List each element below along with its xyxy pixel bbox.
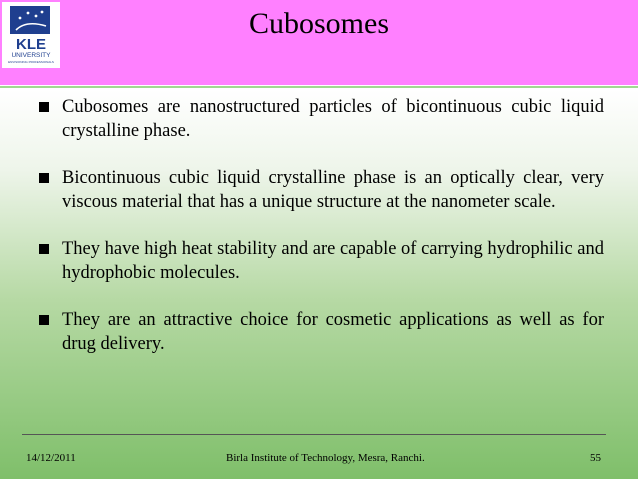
bullet-text: Cubosomes are nanostructured particles of bicontinuous cubic liquid crystalline phase. (62, 97, 604, 141)
bullet-item (42, 237, 604, 285)
bullet-text: Bicontinuous cubic liquid crystalline phase is an optically clear, very viscous material that has a unique structure at the nanometer scale. (62, 168, 604, 212)
bullet-text: They have high heat stability and are capable of carrying hydrophilic and hydrophobic molecules. (62, 239, 604, 283)
bullet-text: They are an attractive choice for cosmetic applications as well as for drug delivery. (62, 310, 604, 354)
logo-name: KLE (16, 36, 46, 53)
square-bullet-icon (39, 315, 49, 325)
logo-tagline: ENVISIONING PROFESSIONALS (8, 60, 54, 64)
footer-date: 14/12/2011 (26, 452, 76, 464)
square-bullet-icon (39, 173, 49, 183)
square-bullet-icon (39, 102, 49, 112)
bullet-item (42, 166, 604, 214)
square-bullet-icon (39, 244, 49, 254)
footer-page-number: 55 (590, 452, 601, 464)
bullet-item (42, 308, 604, 356)
bullet-item (42, 95, 604, 143)
slide-title: Cubosomes (248, 7, 389, 40)
footer-institution: Birla Institute of Technology, Mesra, Ranchi. (226, 452, 425, 464)
bullet-list (42, 95, 604, 379)
logo-subtitle: UNIVERSITY (11, 52, 51, 59)
footer-divider (22, 434, 606, 435)
header-divider (0, 86, 638, 88)
slide-title-wrap (0, 7, 638, 41)
